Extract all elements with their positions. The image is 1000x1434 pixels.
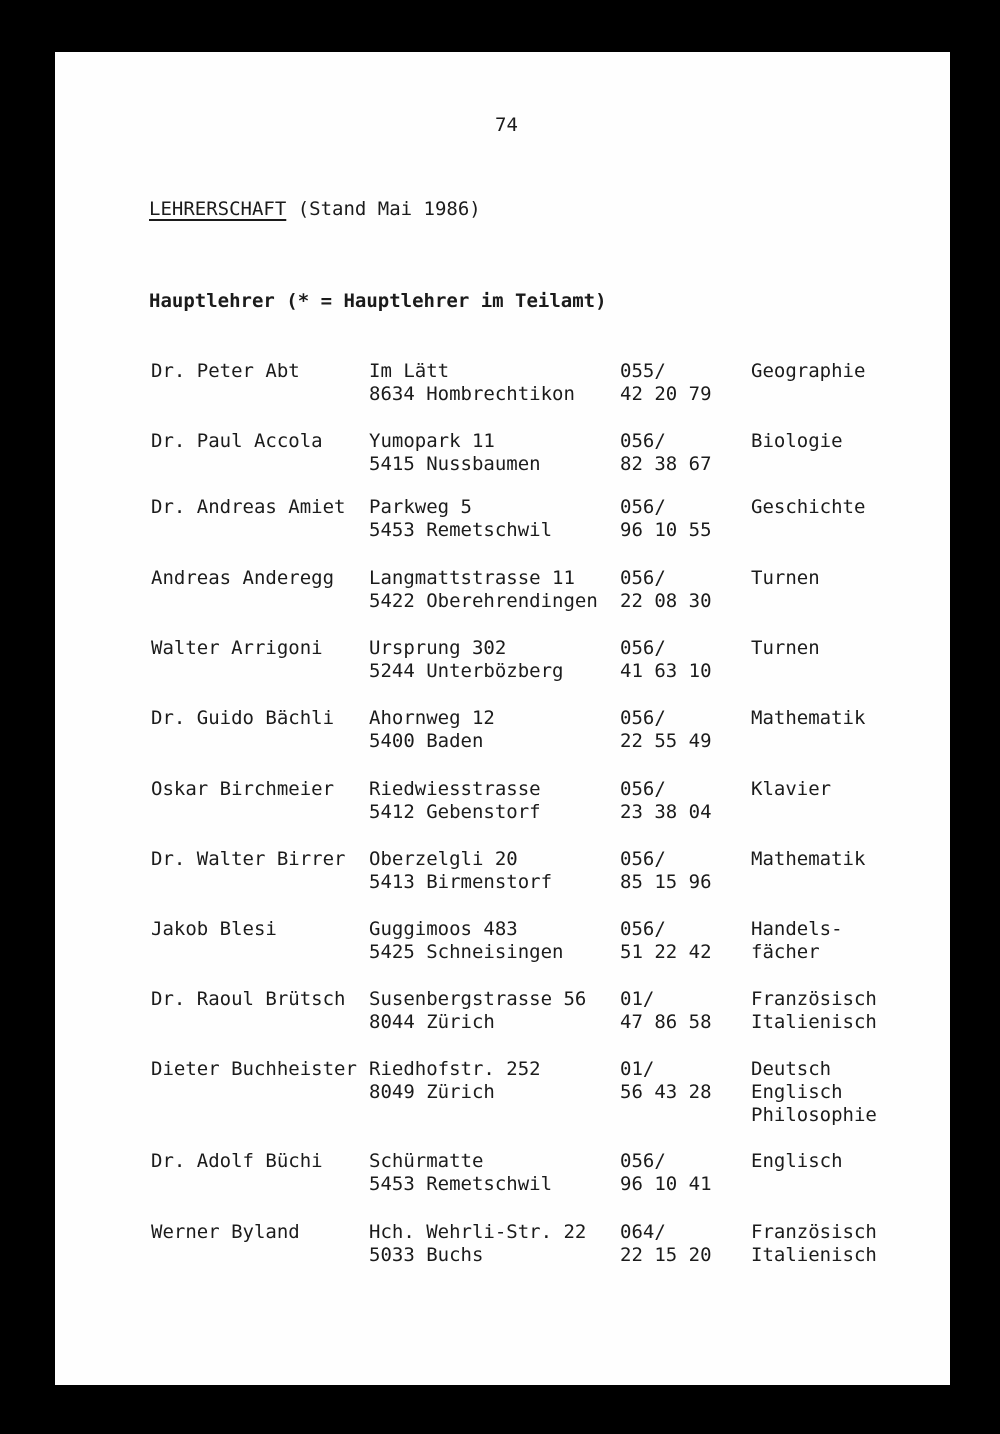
teacher-name: Dr. Guido Bächli bbox=[151, 707, 335, 729]
teacher-address: Guggimoos 483 5425 Schneisingen bbox=[369, 918, 564, 963]
section-title: Hauptlehrer (* = Hauptlehrer im Teilamt) bbox=[149, 290, 607, 312]
teacher-address: Yumopark 11 5415 Nussbaumen bbox=[369, 430, 541, 475]
teacher-address: Im Lätt 8634 Hombrechtikon bbox=[369, 360, 575, 405]
heading-subtitle: (Stand Mai 1986) bbox=[286, 198, 481, 220]
teacher-name: Jakob Blesi bbox=[151, 918, 277, 940]
teacher-phone: 055/ 42 20 79 bbox=[620, 360, 712, 405]
teacher-address: Ahornweg 12 5400 Baden bbox=[369, 707, 495, 752]
teacher-subjects: Englisch bbox=[751, 1150, 843, 1172]
teacher-subjects: Turnen bbox=[751, 567, 820, 589]
teacher-address: Riedwiesstrasse 5412 Gebenstorf bbox=[369, 778, 541, 823]
teacher-subjects: Mathematik bbox=[751, 848, 866, 870]
teacher-subjects: Französisch Italienisch bbox=[751, 988, 877, 1033]
teacher-subjects: Biologie bbox=[751, 430, 843, 452]
teacher-subjects: Deutsch Englisch Philosophie bbox=[751, 1058, 877, 1126]
teacher-name: Oskar Birchmeier bbox=[151, 778, 335, 800]
teacher-name: Dr. Paul Accola bbox=[151, 430, 323, 452]
teacher-name: Dr. Adolf Büchi bbox=[151, 1150, 323, 1172]
teacher-phone: 056/ 22 08 30 bbox=[620, 567, 712, 612]
document-page bbox=[55, 52, 950, 1385]
teacher-subjects: Klavier bbox=[751, 778, 832, 800]
teacher-phone: 056/ 23 38 04 bbox=[620, 778, 712, 823]
teacher-phone: 056/ 22 55 49 bbox=[620, 707, 712, 752]
teacher-phone: 056/ 96 10 55 bbox=[620, 496, 712, 541]
teacher-subjects: Mathematik bbox=[751, 707, 866, 729]
teacher-address: Parkweg 5 5453 Remetschwil bbox=[369, 496, 553, 541]
teacher-address: Ursprung 302 5244 Unterbözberg bbox=[369, 637, 564, 682]
teacher-address: Hch. Wehrli-Str. 22 5033 Buchs bbox=[369, 1221, 587, 1266]
teacher-address: Riedhofstr. 252 8049 Zürich bbox=[369, 1058, 541, 1103]
heading-title: LEHRERSCHAFT bbox=[149, 198, 287, 220]
teacher-address: Schürmatte 5453 Remetschwil bbox=[369, 1150, 553, 1195]
teacher-address: Susenbergstrasse 56 8044 Zürich bbox=[369, 988, 587, 1033]
teacher-name: Dieter Buchheister bbox=[151, 1058, 357, 1080]
teacher-phone: 056/ 41 63 10 bbox=[620, 637, 712, 682]
teacher-phone: 056/ 85 15 96 bbox=[620, 848, 712, 893]
teacher-name: Dr. Walter Birrer bbox=[151, 848, 346, 870]
teacher-subjects: Geographie bbox=[751, 360, 866, 382]
teacher-name: Walter Arrigoni bbox=[151, 637, 323, 659]
teacher-phone: 056/ 82 38 67 bbox=[620, 430, 712, 475]
teacher-address: Langmattstrasse 11 5422 Oberehrendingen bbox=[369, 567, 598, 612]
teacher-subjects: Handels- fächer bbox=[751, 918, 843, 963]
page-number: 74 bbox=[495, 114, 518, 136]
teacher-phone: 01/ 47 86 58 bbox=[620, 988, 712, 1033]
teacher-name: Andreas Anderegg bbox=[151, 567, 335, 589]
teacher-name: Werner Byland bbox=[151, 1221, 300, 1243]
teacher-subjects: Geschichte bbox=[751, 496, 866, 518]
teacher-phone: 056/ 96 10 41 bbox=[620, 1150, 712, 1195]
teacher-name: Dr. Peter Abt bbox=[151, 360, 300, 382]
teacher-address: Oberzelgli 20 5413 Birmenstorf bbox=[369, 848, 553, 893]
document-heading bbox=[149, 198, 481, 220]
teacher-subjects: Französisch Italienisch bbox=[751, 1221, 877, 1266]
teacher-name: Dr. Raoul Brütsch bbox=[151, 988, 346, 1010]
teacher-name: Dr. Andreas Amiet bbox=[151, 496, 346, 518]
teacher-phone: 056/ 51 22 42 bbox=[620, 918, 712, 963]
teacher-subjects: Turnen bbox=[751, 637, 820, 659]
teacher-phone: 01/ 56 43 28 bbox=[620, 1058, 712, 1103]
teacher-phone: 064/ 22 15 20 bbox=[620, 1221, 712, 1266]
